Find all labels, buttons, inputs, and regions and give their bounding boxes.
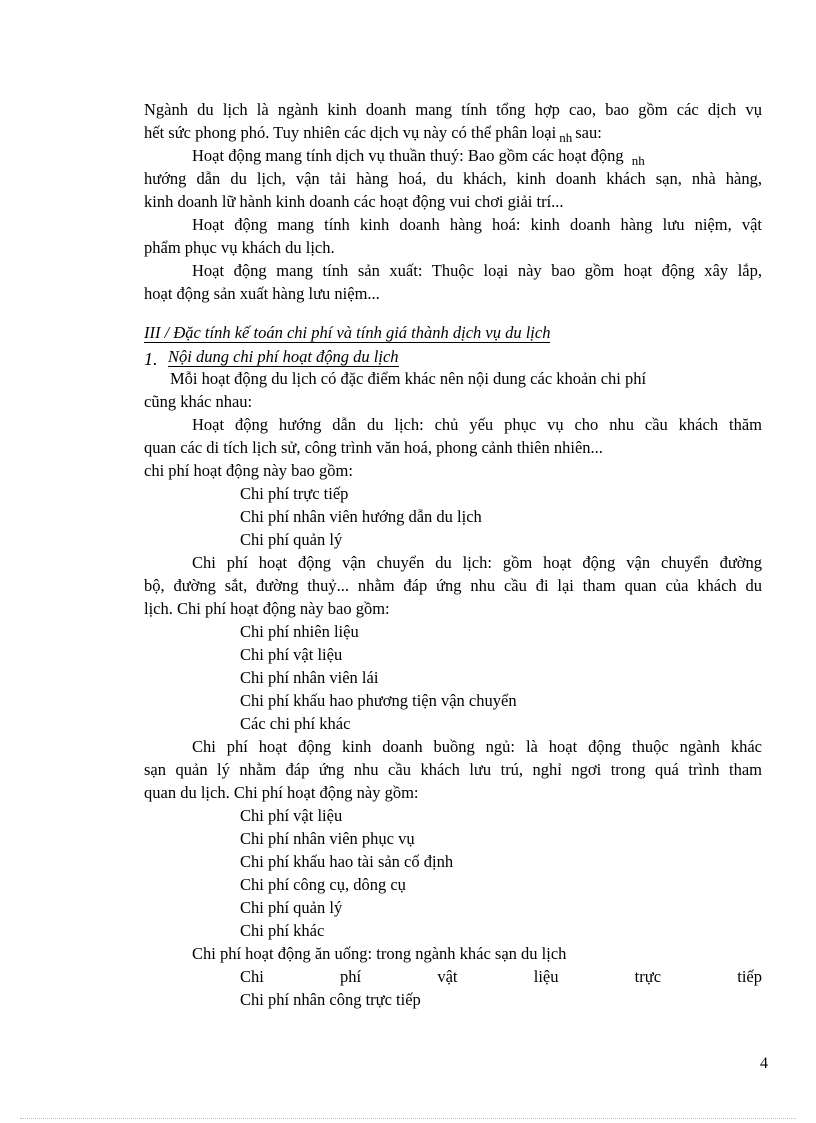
list-item: Chi phí vật liệu	[240, 645, 343, 664]
list-item: Chi phí nhân viên hướng dẫn du lịch	[240, 507, 482, 526]
text-run: Hoạt động mang tính dịch vụ thuần thuý: Bao gồm các hoạt động	[192, 146, 624, 165]
paragraph-line: bộ, đường sắt, đường thuỷ... nhằm đáp ứng nhu cầu đi lại tham quan của khách du	[144, 576, 762, 595]
paragraph-line: Chi phí hoạt động ăn uống: trong ngành khác sạn du lịch	[192, 944, 567, 963]
list-item: Chi phí vật liệu trực tiếp	[240, 967, 762, 986]
paragraph-line: chi phí hoạt động này bao gồm:	[144, 461, 353, 480]
list-item: Chi phí vật liệu	[240, 806, 343, 825]
page-bottom-border	[20, 1118, 796, 1119]
paragraph-line: Ngành du lịch là ngành kinh doanh mang tính tổng hợp cao, bao gồm các dịch vụ	[144, 100, 762, 119]
subsection-number: 1.	[144, 349, 158, 369]
list-item: Các chi phí khác	[240, 714, 351, 733]
text-fragment: nh	[631, 153, 645, 168]
page-number: 4	[760, 1055, 768, 1072]
paragraph-line	[144, 122, 602, 145]
list-item: Chi phí khấu hao phương tiện vận chuyển	[240, 691, 517, 710]
text-run: sau:	[575, 123, 602, 142]
subsection-heading-text: Nội dung chi phí hoạt động du lịch	[168, 347, 399, 366]
paragraph-line: cũng khác nhau:	[144, 392, 253, 411]
paragraph-line: phẩm phục vụ khách du lịch.	[144, 238, 335, 257]
subsection-heading	[144, 345, 399, 368]
list-item: Chi phí khấu hao tài sản cố định	[240, 852, 454, 871]
paragraph-line: Hoạt động mang tính kinh doanh hàng hoá: kinh doanh hàng lưu niệm, vật	[192, 215, 762, 234]
paragraph-line: Hoạt động mang tính sản xuất: Thuộc loại này bao gồm hoạt động xây lắp,	[192, 261, 762, 280]
paragraph-line: quan du lịch. Chi phí hoạt động này gồm:	[144, 783, 419, 802]
paragraph-line	[192, 145, 648, 168]
paragraph-line: lịch. Chi phí hoạt động này bao gồm:	[144, 599, 390, 618]
paragraph-line: sạn quản lý nhằm đáp ứng nhu cầu khách lưu trú, nghỉ ngơi trong quá trình tham	[144, 760, 762, 779]
paragraph-line: Chi phí hoạt động kinh doanh buồng ngủ: là hoạt động thuộc ngành khác	[192, 737, 762, 756]
text-run: hết sức phong phó. Tuy nhiên các dịch vụ này có thể phân loại	[144, 123, 557, 142]
paragraph-line: hoạt động sản xuất hàng lưu niệm...	[144, 284, 380, 303]
paragraph-line: Hoạt động hướng dẫn du lịch: chủ yếu phục vụ cho nhu cầu khách thăm	[192, 415, 762, 434]
text-fragment: nh	[559, 130, 573, 145]
paragraph-line: Chi phí hoạt động vận chuyển du lịch: gồm hoạt động vận chuyển đường	[192, 553, 762, 572]
list-item: Chi phí nhiên liệu	[240, 622, 359, 641]
paragraph-line: kinh doanh lữ hành kinh doanh các hoạt động vui chơi giải trí...	[144, 192, 564, 211]
section-heading	[144, 322, 550, 344]
list-item: Chi phí trực tiếp	[240, 484, 349, 503]
paragraph-line: quan các di tích lịch sử, công trình văn hoá, phong cảnh thiên nhiên...	[144, 438, 603, 457]
list-item: Chi phí quản lý	[240, 898, 343, 917]
section-heading-text: III / Đặc tính kế toán chi phí và tính giá thành dịch vụ du lịch	[144, 323, 551, 342]
list-item: Chi phí quản lý	[240, 530, 343, 549]
list-item: Chi phí nhân viên phục vụ	[240, 829, 415, 848]
list-item: Chi phí khác	[240, 921, 325, 940]
paragraph-line: Mỗi hoạt động du lịch có đặc điểm khác nên nội dung các khoản chi phí	[170, 369, 647, 388]
paragraph-line: hướng dẫn du lịch, vận tải hàng hoá, du khách, kinh doanh khách sạn, nhà hàng,	[144, 169, 762, 188]
list-item: Chi phí công cụ, dông cụ	[240, 875, 406, 894]
list-item: Chi phí nhân viên lái	[240, 668, 379, 687]
list-item: Chi phí nhân công trực tiếp	[240, 990, 421, 1009]
